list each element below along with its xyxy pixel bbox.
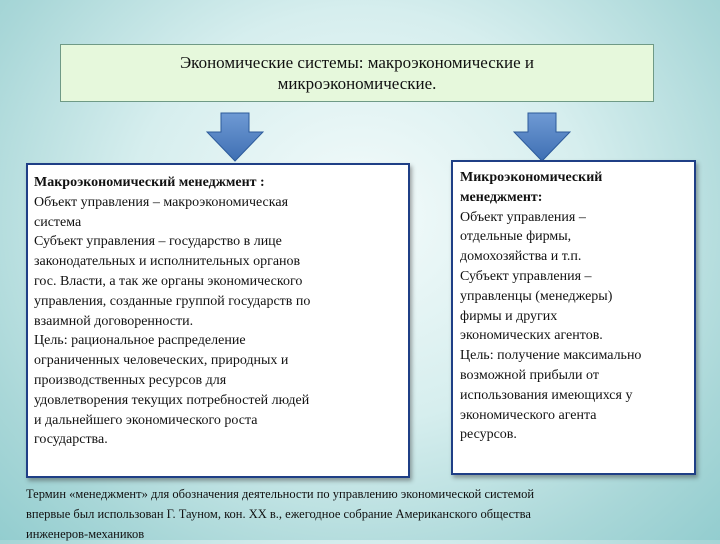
macro-line: Цель: рациональное распределение [34, 333, 246, 349]
micro-line: управленцы (менеджеры) [460, 288, 613, 304]
macro-heading: Макроэкономический менеджмент : [34, 175, 265, 190]
macro-management-box [26, 163, 410, 478]
macro-line: государства. [34, 432, 108, 448]
macro-line: и дальнейшего экономического роста [34, 412, 258, 428]
title-line-1: Экономические системы: макроэкономические и [179, 53, 535, 72]
footnote-line-2: впервые был использован Г. Тауном, кон. XX в., ежегодное собрание Американского общества [26, 507, 531, 521]
macro-line: управления, созданные группой государств по [34, 293, 311, 309]
title-line-2: микроэкономические. [277, 74, 437, 93]
macro-line: система [34, 214, 82, 230]
macro-line: производственных ресурсов для [34, 372, 227, 388]
footnote-line-1: Термин «менеджмент» для обозначения деятельности по управлению экономической системой [26, 487, 535, 501]
micro-management-box [451, 160, 696, 475]
micro-line: экономических агентов. [460, 328, 603, 344]
down-arrow-icon-right [513, 112, 571, 162]
macro-line: гос. Власти, а так же органы экономического [34, 273, 303, 289]
micro-line: использования имеющихся у [460, 387, 633, 403]
macro-line: удовлетворения текущих потребностей людей [34, 392, 310, 408]
macro-line: взаимной договоренности. [34, 313, 194, 329]
micro-line: Объект управления – [460, 209, 586, 225]
micro-line: домохозяйства и т.п. [460, 249, 582, 265]
footnote-line-3: инженеров-механиков [26, 527, 145, 541]
micro-heading-line-1: Микроэкономический [460, 170, 603, 185]
micro-line: возможной прибыли от [460, 367, 599, 383]
macro-line: Субъект управления – государство в лице [34, 234, 282, 250]
micro-line: отдельные фирмы, [460, 229, 572, 245]
micro-line: фирмы и других [460, 308, 558, 324]
down-arrow-icon-left [206, 112, 264, 162]
macro-line: законодательных и исполнительных органов [34, 254, 301, 270]
micro-line: Субъект управления – [460, 268, 592, 284]
micro-line: Цель: получение максимально [460, 348, 642, 364]
footnote [26, 484, 706, 544]
macro-line: ограниченных человеческих, природных и [34, 353, 289, 369]
macro-line: Объект управления – макроэкономическая [34, 194, 289, 210]
micro-line: экономического агента [460, 407, 597, 423]
micro-heading-line-2: менеджмент: [460, 189, 543, 205]
title-box [60, 44, 654, 102]
micro-line: ресурсов. [460, 427, 517, 443]
